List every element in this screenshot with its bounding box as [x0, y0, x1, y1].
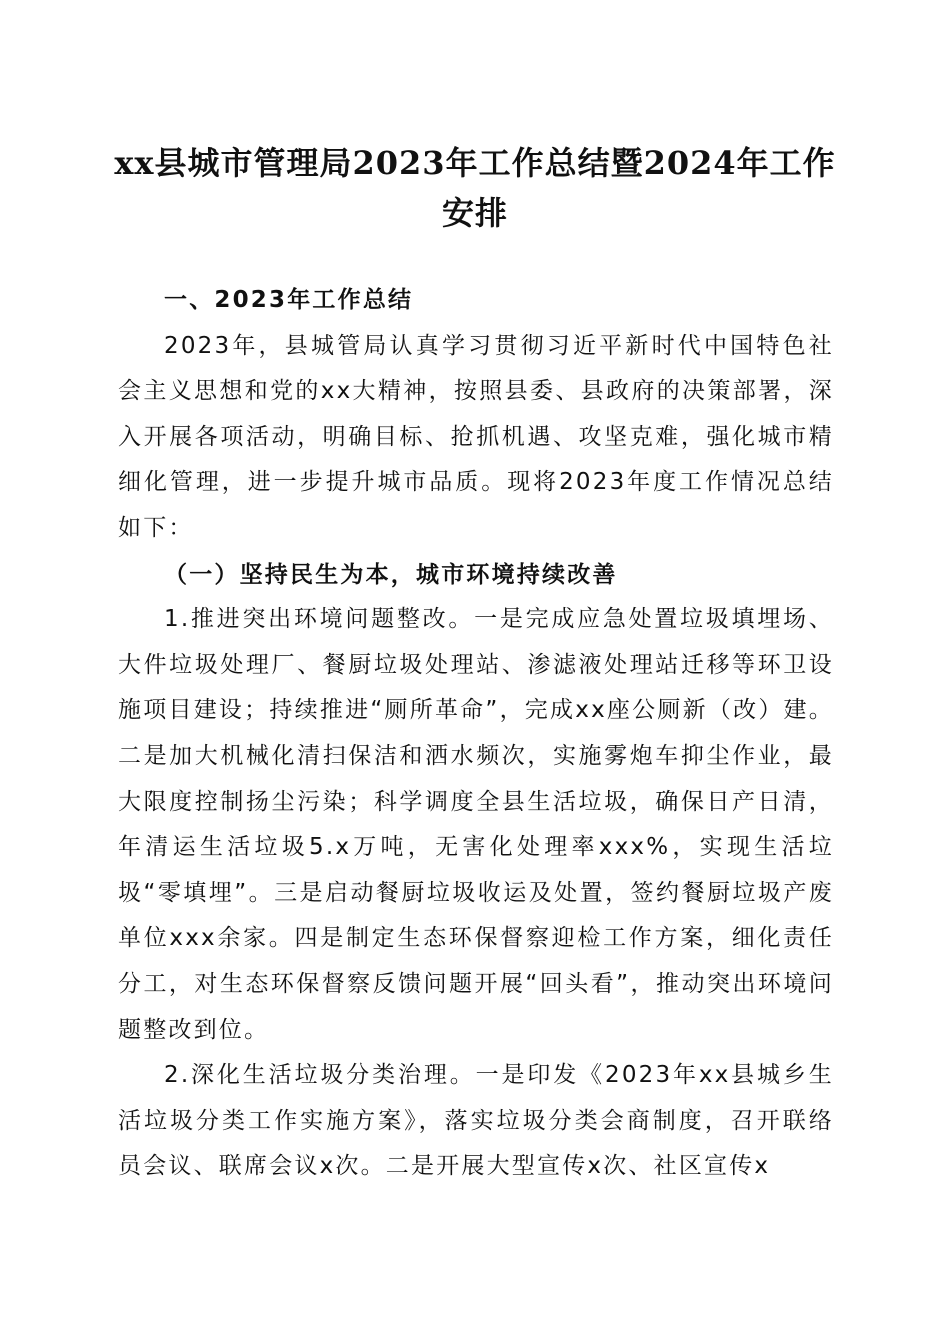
document-title: xx县城市管理局2023年工作总结暨2024年工作安排 [114, 144, 836, 232]
item-paragraph-2: 2.深化生活垃圾分类治理。一是印发《2023年xx县城乡生活垃圾分类工作实施方案》，落实垃圾分类会商制度，召开联络员会议、联席会议x次。二是开展大型宣传x次、社区宣传x [118, 1062, 834, 1180]
subsection-heading: （一）坚持民生为本，城市环境持续改善 [164, 560, 618, 588]
intro-paragraph: 2023年，县城管局认真学习贯彻习近平新时代中国特色社会主义思想和党的xx大精神，按照县委、县政府的决策部署，深入开展各项活动，明确目标、抢抓机遇、攻坚克难，强化城市精细化管理，进一步提升城市品质。现将2023年度工作情况总结如下： [118, 332, 834, 541]
section-heading: 一、2023年工作总结 [164, 287, 414, 313]
document-body [118, 278, 834, 1190]
item-paragraph-1: 1.推进突出环境问题整改。一是完成应急处置垃圾填埋场、大件垃圾处理厂、餐厨垃圾处理站、渗滤液处理站迁移等环卫设施项目建设；持续推进“厕所革命”，完成xx座公厕新（改）建。二是加大机械化清扫保洁和洒水频次，实施雾炮车抑尘作业，最大限度控制扬尘污染；科学调度全县生活垃圾，确保日产日清，年清运生活垃圾5.x万吨，无害化处理率xxx%，实现生活垃圾“零填埋”。三是启动餐厨垃圾收运及处置，签约餐厨垃圾产废单位xxx余家。四是制定生态环保督察迎检工作方案，细化责任分工，对生态环保督察反馈问题开展“回头看”，推动突出环境问题整改到位。 [118, 606, 834, 1043]
